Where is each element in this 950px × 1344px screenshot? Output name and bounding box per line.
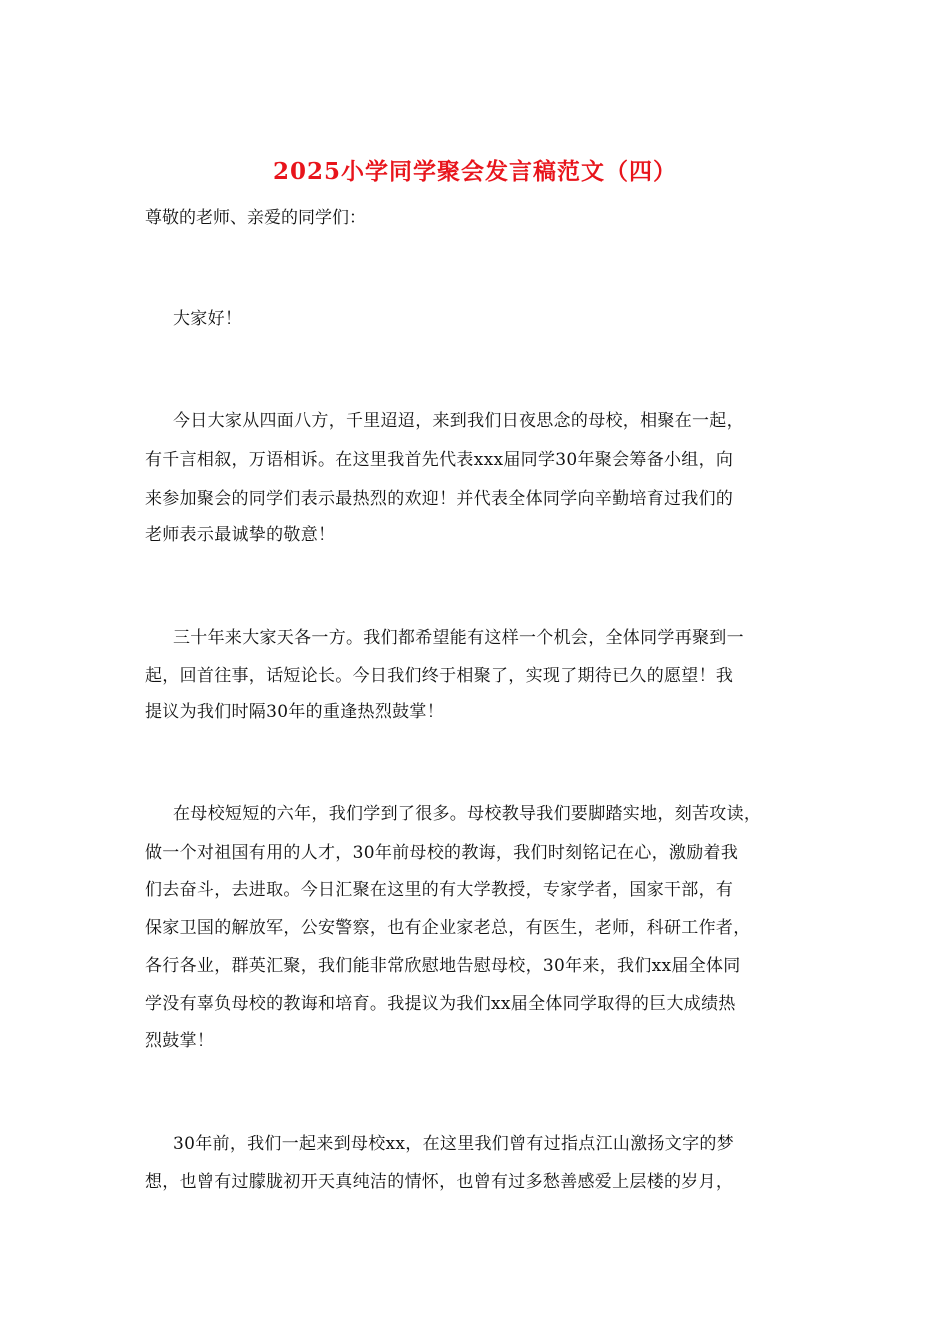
paragraph-4-line-7: 烈鼓掌！ [145, 1031, 215, 1051]
paragraph-3-line-2: 起，回首往事，话短论长。今日我们终于相聚了，实现了期待已久的愿望！我 [145, 666, 734, 686]
paragraph-5-line-1: 30年前，我们一起来到母校xx，在这里我们曾有过指点江山激扬文字的梦 [173, 1134, 735, 1154]
paragraph-3-line-3: 提议为我们时隔30年的重逢热烈鼓掌！ [145, 702, 445, 722]
paragraph-5-line-2: 想，也曾有过朦胧初开天真纯洁的情怀，也曾有过多愁善感爱上层楼的岁月， [145, 1172, 734, 1192]
salutation: 尊敬的老师、亲爱的同学们： [145, 208, 366, 228]
paragraph-2-line-3: 来参加聚会的同学们表示最热烈的欢迎！并代表全体同学向辛勤培育过我们的 [145, 489, 734, 509]
paragraph-4-line-4: 保家卫国的解放军，公安警察，也有企业家老总，有医生，老师，科研工作者， [145, 918, 751, 938]
paragraph-3-line-1: 三十年来大家天各一方。我们都希望能有这样一个机会，全体同学再聚到一 [173, 628, 744, 648]
paragraph-2-line-4: 老师表示最诚挚的敬意！ [145, 525, 336, 545]
paragraph-4-line-3: 们去奋斗，去进取。今日汇聚在这里的有大学教授，专家学者，国家干部，有 [145, 880, 734, 900]
paragraph-2-line-1: 今日大家从四面八方，千里迢迢，来到我们日夜思念的母校，相聚在一起， [173, 411, 744, 431]
paragraph-4-line-6: 学没有辜负母校的教诲和培育。我提议为我们xx届全体同学取得的巨大成绩热 [145, 994, 736, 1014]
document-title: 2025小学同学聚会发言稿范文（四） [272, 158, 677, 185]
paragraph-4-line-5: 各行各业，群英汇聚，我们能非常欣慰地告慰母校，30年来，我们xx届全体同 [145, 956, 741, 976]
paragraph-4-line-1: 在母校短短的六年，我们学到了很多。母校教导我们要脚踏实地，刻苦攻读， [173, 804, 762, 824]
paragraph-1-line-1: 大家好！ [173, 309, 243, 329]
paragraph-4-line-2: 做一个对祖国有用的人才，30年前母校的教诲，我们时刻铭记在心，激励着我 [145, 843, 739, 863]
paragraph-2-line-2: 有千言相叙，万语相诉。在这里我首先代表xxx届同学30年聚会筹备小组，向 [145, 450, 734, 470]
